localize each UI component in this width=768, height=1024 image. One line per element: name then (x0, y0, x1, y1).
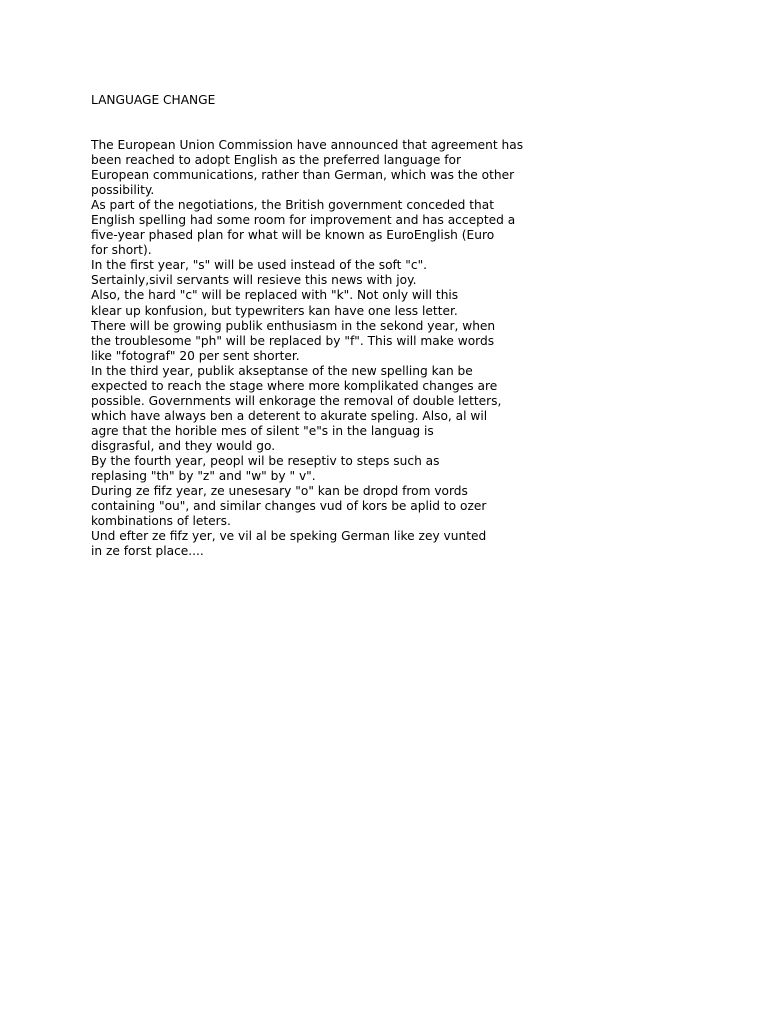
document-title: LANGUAGE CHANGE (91, 93, 216, 107)
body-line: There will be growing publik enthusiasm in the sekond year, when (91, 318, 496, 333)
body-line: As part of the negotiations, the British government conceded that (91, 198, 495, 213)
body-line: European communications, rather than German, which was the other (91, 168, 515, 183)
body-line: like "fotograf" 20 per sent shorter. (91, 348, 300, 363)
body-line: In the first year, "s" will be used instead of the soft "c". (91, 258, 428, 273)
body-line: disgrasful, and they would go. (91, 438, 276, 453)
body-line: been reached to adopt English as the preferred language for (91, 153, 461, 168)
body-line: Sertainly,sivil servants will resieve this news with joy. (91, 273, 417, 288)
document-body (91, 138, 571, 559)
body-line: agre that the horible mes of silent "e"s in the languag is (91, 423, 434, 438)
body-line: By the fourth year, peopl wil be reseptiv to steps such as (91, 453, 440, 468)
body-line: replasing "th" by "z" and "w" by " v". (91, 469, 316, 484)
body-line: possibility. (91, 183, 155, 198)
body-line: containing "ou", and similar changes vud of kors be aplid to ozer (91, 499, 487, 514)
body-line: possible. Governments will enkorage the removal of double letters, (91, 393, 502, 408)
body-line: Und efter ze fifz yer, ve vil al be speking German like zey vunted (91, 529, 487, 544)
body-line: kombinations of leters. (91, 514, 231, 529)
body-line: English spelling had some room for improvement and has accepted a (91, 213, 516, 228)
body-line: five-year phased plan for what will be known as EuroEnglish (Euro (91, 228, 495, 243)
body-line: Also, the hard "c" will be replaced with "k". Not only will this (91, 288, 459, 303)
body-line: The European Union Commission have announced that agreement has (91, 138, 524, 152)
body-line: in ze forst place.... (91, 544, 204, 559)
body-line: During ze fifz year, ze unesesary "o" kan be dropd from vords (91, 484, 468, 499)
body-line: klear up konfusion, but typewriters kan have one less letter. (91, 303, 458, 318)
body-line: In the third year, publik akseptanse of the new spelling kan be (91, 363, 473, 378)
body-line: the troublesome "ph" will be replaced by "f". This will make words (91, 333, 495, 348)
body-line: for short). (91, 243, 152, 258)
body-line: which have always ben a deterent to akurate speling. Also, al wil (91, 408, 488, 423)
body-line: expected to reach the stage where more komplikated changes are (91, 378, 498, 393)
